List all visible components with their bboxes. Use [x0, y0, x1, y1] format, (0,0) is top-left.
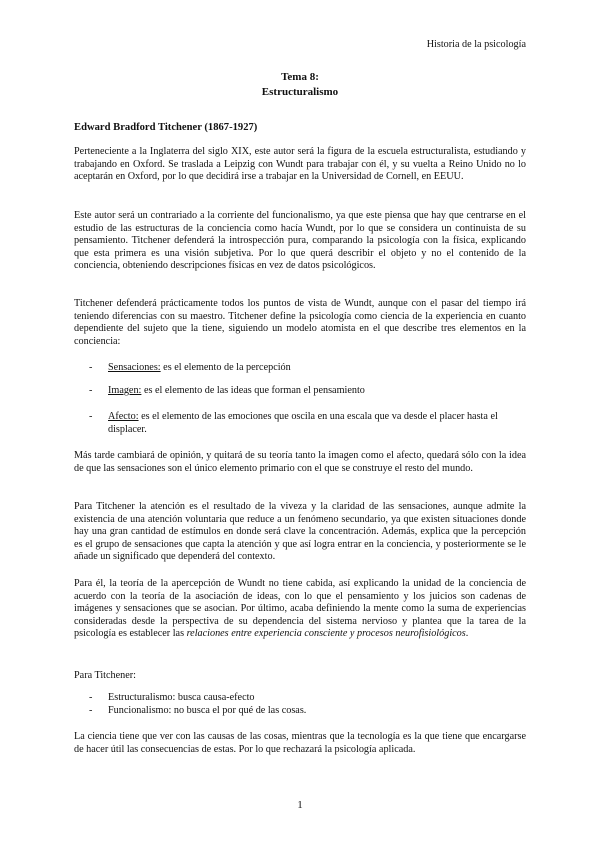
list-item-imagen [89, 385, 526, 398]
bullet-dash: - [89, 385, 93, 396]
running-header: Historia de la psicología [426, 39, 526, 50]
paragraph-atomism: Titchener defenderá prácticamente todos los puntos de vista de Wundt, aunque con el pasar del tiempo irá teniendo diferencias con su maestro. Titchener define la psicología como ciencia de la experiencia en cuanto dependiente del sujeto que la tiene, siguiendo un modelo atomista en el que describe tres elementos en la conciencia: [74, 298, 526, 347]
list-item-sensaciones [89, 362, 526, 375]
funcionalismo-text: Funcionalismo: no busca el por qué de las cosas. [108, 705, 307, 716]
section-heading: Edward Bradford Titchener (1867-1927) [74, 122, 258, 133]
estructuralismo-text: Estructuralismo: busca causa-efecto [108, 692, 255, 703]
document-page [74, 0, 526, 848]
term-imagen: Imagen: [108, 385, 142, 396]
page-number: 1 [297, 799, 303, 811]
bullet-dash: - [89, 411, 93, 422]
paragraph-functionalism: Este autor será un contrariado a la corriente del funcionalismo, ya que este piensa que hay que centrarse en el estudio de las estructuras de la conciencia como hacía Wundt, por lo que se considera un continuista de su pensamiento. Titchener defenderá la introspección pura, comparando la psicología con la física, explicando que esta primera es una visión subjetiva. Por lo que querá describir el objeto y no el contenido de la conciencia, obteniendo descripciones físicas en vez de datos psicológicos. [74, 210, 526, 272]
list-item-funcionalismo [89, 705, 526, 718]
apperception-end: . [465, 628, 469, 640]
bullet-dash: - [89, 705, 93, 716]
apperception-text: Para él, la teoría de la apercepción de Wundt no tiene cabida, así explicando la unidad de la conciencia de acuerdo con la teoría de la asociación de ideas, con lo que el pensamiento y los juicios son cadenas de imágenes y sensaciones que se asocian. Por último, acaba definiendo la mente como la suma de experiencias consideradas desde la perspectiva de su dependencia del sistema nervioso y plantea que la tarea de la psicología es establecer las [74, 578, 526, 640]
definition-sensaciones: es el elemento de la percepción [160, 362, 291, 373]
chapter-number: Tema 8: [281, 71, 319, 83]
definition-imagen: es el elemento de las ideas que forman el pensamiento [141, 385, 365, 396]
paragraph-change-opinion: Más tarde cambiará de opinión, y quitará de su teoría tanto la imagen como el afecto, quedará sólo con la idea de que las sensaciones son el único elemento primario con el que se construye el resto del mundo. [74, 450, 526, 474]
paragraph-para-titchener: Para Titchener: [74, 670, 136, 681]
paragraph-attention: Para Titchener la atención es el resultado de la viveza y la claridad de las sensaciones, aunque admite la existencia de una atención voluntaria que reduce a un fenómeno secundario, ya que existen situaciones donde hay una gran cantidad de estímulos en donde será clave la concentración. Además, explica que la percepción es el grupo de sensaciones que capta la atención y que así logra entrar en la conciencia, y posteriormente se le añade un significado que dependerá del contexto. [74, 501, 526, 563]
term-sensaciones: Sensaciones: [108, 362, 161, 373]
term-afecto: Afecto: [108, 411, 139, 422]
definition-afecto: es el elemento de las emociones que oscila en una escala que va desde el placer hasta el displacer. [108, 411, 498, 435]
paragraph-apperception [74, 578, 526, 641]
bullet-dash: - [89, 362, 93, 373]
bullet-dash: - [89, 692, 93, 703]
list-item-afecto [89, 411, 526, 436]
list-item-estructuralismo [89, 692, 526, 705]
paragraph-biography: Perteneciente a la Inglaterra del siglo XIX, este autor será la figura de la escuela estructuralista, estudiando y trabajando en Oxford. Se traslada a Leipzig con Wundt para trabajar con él, y su vuelta a Reino Unido no lo aceptarán en Oxford, por lo que decidirá irse a trabajar en la Universidad de Cornell, en EEUU. [74, 146, 526, 183]
paragraph-ciencia: La ciencia tiene que ver con las causas de las cosas, mientras que la tecnología es la que tiene que encargarse de hacer útil las consecuencias de estas. Por lo que rechazará la psicología aplicada. [74, 731, 526, 755]
chapter-name: Estructuralismo [261, 86, 339, 98]
apperception-italic: relaciones entre experiencia consciente y procesos neurofisiológicos [186, 628, 466, 640]
chapter-title [74, 70, 526, 100]
